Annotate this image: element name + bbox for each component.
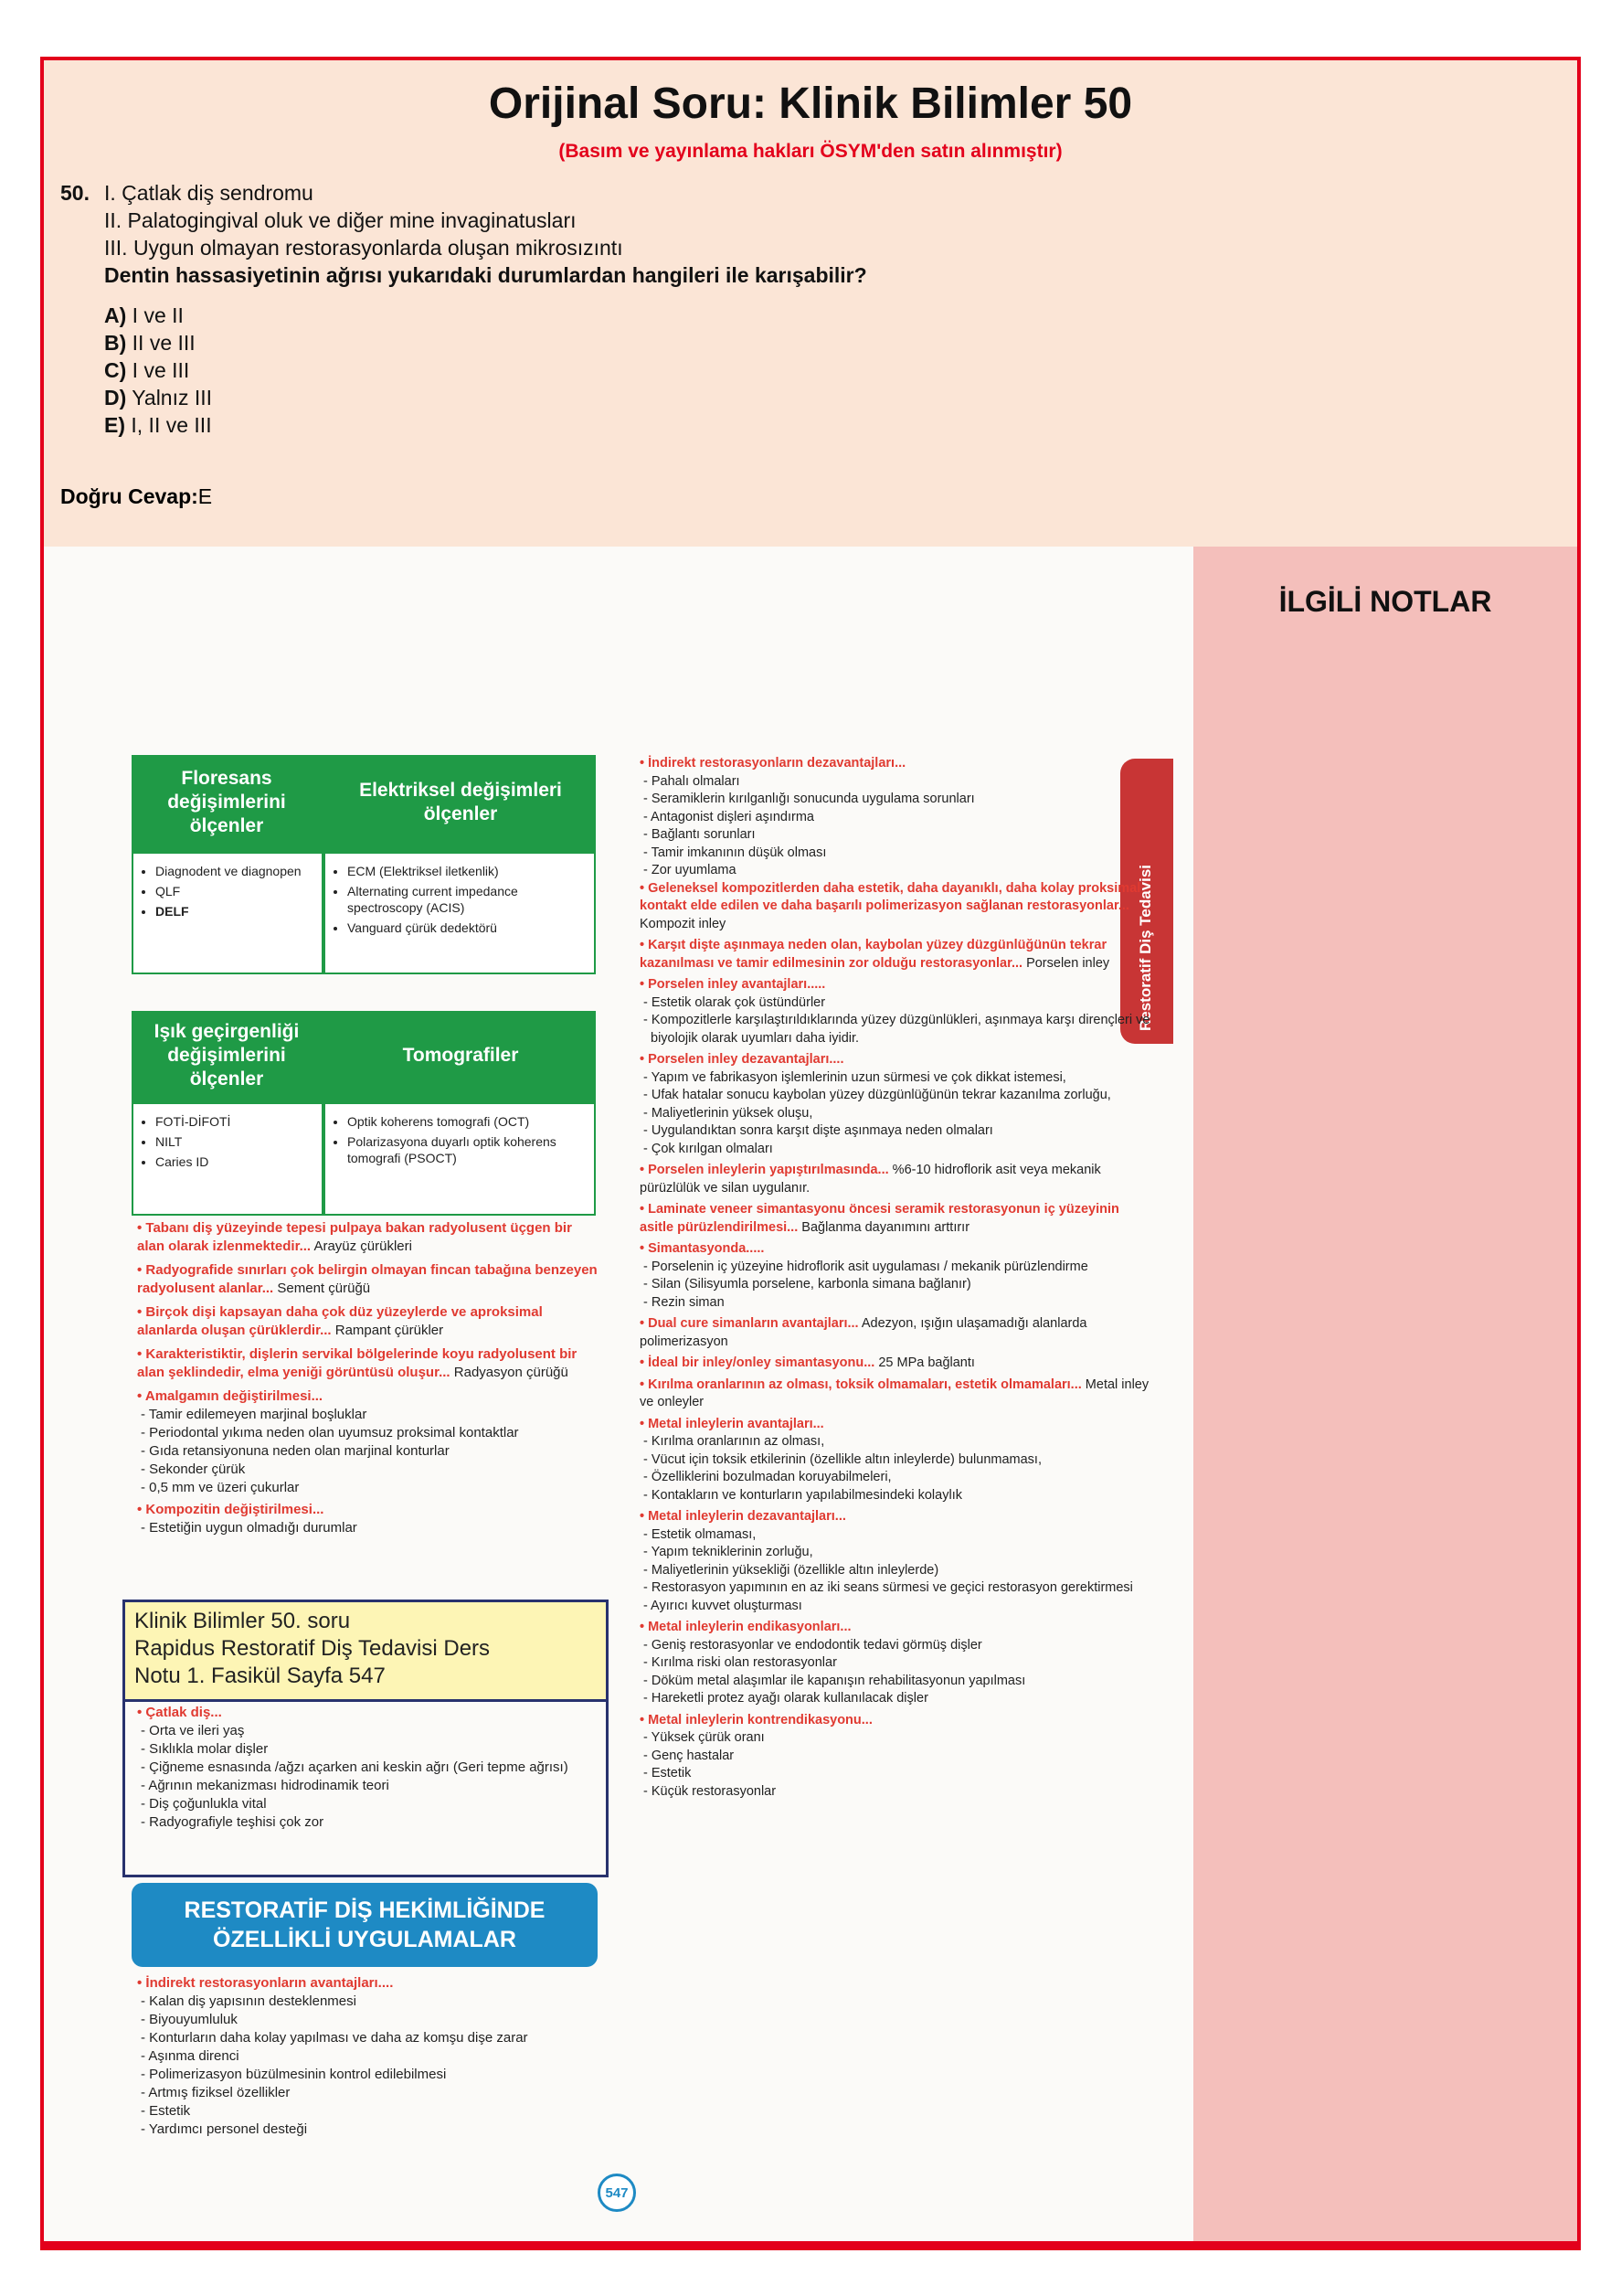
correct-answer: Doğru Cevap:E (60, 484, 213, 508)
option-a: A) I ve II (104, 303, 184, 327)
left-column-text: • Tabanı diş yüzeyinde tepesi pulpaya bakan radyolusent üçgen bir alan olarak izlenmektedir... Arayüz çürükleri • Radyografide sınırları çok belirgin olmayan fincan tabağına benzeyen radyolusent alanlar... Sement çürüğü • Birçok dişi kapsayan daha çok düz yüzeylerde ve aproksimal alanlarda oluşan çürüklerdir... Rampant çürükler • Karakteristiktir, dişlerin servikal bölgelerinde koyu radyolusent bir alan şeklindedir, elma yeniği görüntüsü oluşur... Radyasyon çürüğü • Amalgamın değiştirilmesi... - Tamir edilemeyen marjinal boşluklar - Periodontal yıkıma neden olan uyumsuz proksimal kontaktlar - Gıda retansiyonuna neden olan marjinal konturlar - Sekonder çürük - 0,5 mm ve üzeri çukurlar • Kompozitin değiştirilmesi... - Estetiğin uygun olmadığı durumlar (137, 1220, 598, 1536)
table-header: Elektriksel değişimleri ölçenler (359, 780, 562, 824)
caries-detection-table-1 (132, 755, 596, 974)
table-cell: • ECM (Elektriksel iletkenlik) • Alternating current impedance spectroscopy (ACIS) • Vanguard çürük dedektörü (325, 854, 594, 973)
table-header: Floresans değişimlerini ölçenler (167, 768, 286, 836)
option-c: C) I ve III (104, 358, 190, 382)
table-cell: • Diagnodent ve diagnopen • QLF • DELF (133, 854, 322, 973)
table-cell: • Optik koherens tomografi (OCT) • Polarizasyona duyarlı optik koherens tomografi (PSOCT) (325, 1104, 594, 1214)
chapter-tab: Restoratif Diş Tedavisi (1120, 759, 1173, 1044)
page-number: 547 (598, 2174, 636, 2212)
cracked-tooth-notes: • Çatlak diş... - Orta ve ileri yaş - Sıklıkla molar dişler - Çiğneme esnasında /ağzı açarken ani keskin ağrı (Geri tepme ağrısı) - Ağrının mekanizması hidrodinamik teori - Diş çoğunlukla vital - Radyografiyle teşhisi çok zor (137, 1705, 568, 1830)
question-item: 50. I. Çatlak diş sendromu (60, 181, 313, 205)
table-cell: • FOTİ-DİFOTİ • NILT • Caries ID (133, 1104, 322, 1214)
option-b: B) II ve III (104, 331, 196, 355)
table-header: Işık geçirgenliği değişimlerini ölçenler (154, 1021, 300, 1090)
notes-title: İLGİLİ NOTLAR (1278, 585, 1492, 618)
question-area (44, 60, 1577, 547)
option-e: E) I, II ve III (104, 413, 212, 437)
page-title: Orijinal Soru: Klinik Bilimler 50 (488, 80, 1133, 128)
table-header: Tomografiler (402, 1045, 519, 1066)
indirect-advantages: • İndirekt restorasyonların avantajları.... - Kalan diş yapısının desteklenmesi - Biyouyumluluk - Konturların daha kolay yapılması ve daha az komşu dişe zarar - Aşınma direnci - Polimerizasyon büzülmesinin kontrol edilebilmesi - Artmış fiziksel özellikler - Estetik - Yardımcı personel desteği (137, 1975, 528, 2137)
bottom-border (40, 2241, 1581, 2250)
question-item: II. Palatogingival oluk ve diğer mine invaginatusları (104, 208, 577, 232)
options-list (60, 302, 867, 439)
option-d: D) Yalnız III (104, 386, 213, 409)
book-page (44, 547, 1193, 2250)
copyright-note: (Basım ve yayınlama hakları ÖSYM'den satın alınmıştır) (558, 141, 1063, 162)
question-number: 50. (60, 181, 90, 205)
reference-box: Klinik Bilimler 50. soru Rapidus Restoratif Diş Tedavisi Ders Notu 1. Fasikül Sayfa 547 (122, 1600, 609, 1702)
question-stem: Dentin hassasiyetinin ağrısı yukarıdaki durumlardan hangileri ile karışabilir? (104, 263, 867, 287)
right-column-text: • İndirekt restorasyonların dezavantajları... - Pahalı olmaları - Seramiklerin kırılganlığı sonucunda uygulama sorunları - Antagonist dişleri aşındırma - Bağlantı sorunları - Tamir imkanının düşük olması - Zor uyumlama • Geleneksel kompozitlerden daha estetik, daha dayanıklı, daha kolay proksimal kontakt elde edilen ve daha başarılı polimerizasyon sağlanan restorasyonlar... Kompozit inley • Karşıt dişte aşınmaya neden olan, kaybolan yüzey düzgünlüğünün tekrar kazanılması ve tamir edilmesinin zor olduğu restorasyonlar... Porselen inley • Porselen inley avantajları..... - Estetik olarak çok üstündürler - Kompozitlerle karşılaştırıldıklarında yüzey düzgünlükleri, aşınmaya karşı dirençleri ve biyolojik olarak uyumları daha iyidir. • Porselen inley dezavantajları.... - Yapım ve fabrikasyon işlemlerinin uzun sürmesi ve çok dikkat istemesi, - Ufak hatalar sonucu kaybolan yüzey düzgünlüğünün tekrar kazanılma zorluğu, - Maliyetlerinin yüksek oluşu, - Uygulandıktan sonra karşıt dişte aşınmaya neden olmaları - Çok kırılgan olmaları • Porselen inleylerin yapıştırılmasında... %6-10 hidroflorik asit veya mekanik pürüzlülük ve silan uygulanır. • Laminate veneer simantasyonu öncesi seramik restorasyonun iç yüzeyinin asitle pürüzlendirilmesi... Bağlanma dayanımını arttırır • Simantasyonda..... - Porselenin iç yüzeyine hidroflorik asit uygulaması / mekanik pürüzlendirme - Silan (Silisyumla porselene, karbonla simana bağlanır) - Rezin siman • Dual cure simanların avantajları... Adezyon, ışığın ulaşamadığı alanlarda polimerizasyon • İdeal bir inley/onley simantasyonu... 25 MPa bağlantı • Kırılma oranlarının az olması, toksik olmamaları, estetik olmamaları... Metal inley ve onleyler • Metal inleylerin avantajları... - Kırılma oranlarının az olması, - Vücut için toksik etkilerinin (özellikle altın inleylerde) bulunmaması, - Özelliklerini bozulmadan koruyabilmeleri, - Kontakların ve konturların yapılabilmesindeki kolaylık • Metal inleylerin dezavantajları... - Estetik olmaması, - Yapım tekniklerinin zorluğu, - Maliyetlerinin yüksekliği (özellikle altın inleylerde) - Restorasyon yapımının en az iki seans sürmesi ve geçici restorasyon gerektirmesi - Ayırıcı kuvvet oluşturması • Metal inleylerin endikasyonları... - Geniş restorasyonlar ve endodontik tedavi görmüş dişler - Kırılma riski olan restorasyonlar - Döküm metal alaşımlar ile kapanışın rehabilitasyonun yapılması - Hareketli protez ayağı olarak kullanılacak dişler • Metal inleylerin kontrendikasyonu... - Yüksek çürük oranı - Genç hastalar - Estetik - Küçük restorasyonlar (640, 756, 1150, 1799)
notes-column (1193, 547, 1577, 2250)
question-body (60, 179, 867, 439)
question-item: III. Uygun olmayan restorasyonlarda oluşan mikrosızıntı (104, 236, 623, 260)
caries-detection-table-2 (132, 1011, 596, 1216)
section-banner: RESTORATİF DİŞ HEKİMLİĞİNDE ÖZELLİKLİ UYGULAMALAR (132, 1883, 598, 1967)
